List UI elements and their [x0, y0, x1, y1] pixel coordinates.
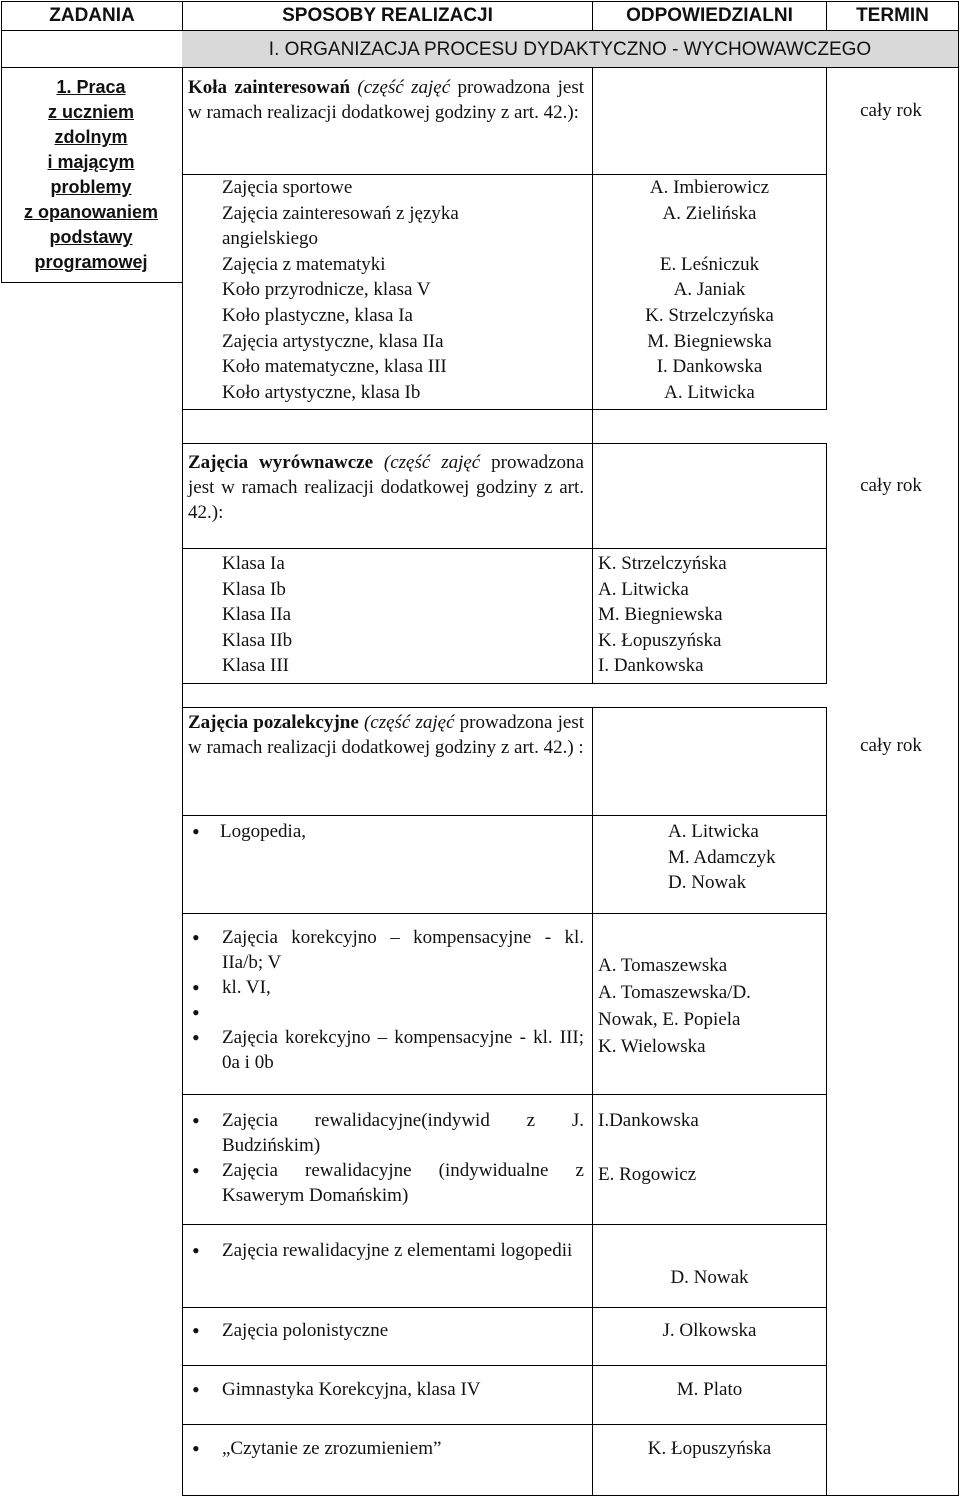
pozalekcyjne-title-bold: Zajęcia pozalekcyjne	[188, 712, 359, 733]
bullet-item: • Zajęcia korekcyjno – kompensacyjne - kl. III; 0a i 0b	[188, 1025, 584, 1075]
logopedii-cell	[188, 1238, 584, 1263]
task-line: z opanowaniem	[23, 202, 158, 222]
resp-item: A. Zielińska	[662, 202, 757, 224]
resp-item: K. Wielowska	[598, 1036, 706, 1057]
bullet-item: • kl. VI,	[188, 975, 584, 1000]
resp-item: M. Adamczyk	[668, 846, 776, 868]
bullet-item: • Logopedia,	[188, 819, 584, 844]
task-label	[6, 75, 176, 275]
list-item-part: Zajęcia zainteresowań z języka	[222, 202, 459, 224]
kola-title	[188, 75, 584, 125]
resp-item: A. Janiak	[673, 279, 746, 301]
pozalekcyjne-title-rest: prowadzona jest w ramach realizacji dodatkowej godziny z art. 42.) :	[188, 712, 584, 758]
header-zadania: ZADANIA	[49, 5, 135, 26]
list-item: Klasa IIa	[222, 604, 292, 626]
list-item: Zajęcia z matematyki	[222, 253, 386, 275]
resp-item: K. Strzelczyńska	[645, 304, 774, 326]
polonistyczne-resp: J. Olkowska	[662, 1320, 757, 1341]
pozalekcyjne-title-italic: (część zajęć	[363, 712, 455, 733]
resp-item: A. Tomaszewska/D.	[598, 982, 751, 1003]
pozalekcyjne-title	[188, 710, 584, 760]
bullet-item: • Zajęcia korekcyjno – kompensacyjne - kl. IIa/b; V	[188, 925, 584, 975]
rewalidacyjne-resp	[598, 1108, 824, 1187]
bullet-item: • Zajęcia rewalidacyjne z elementami logopedii	[188, 1238, 584, 1263]
resp-item: I. Dankowska	[598, 655, 704, 677]
czytanie-cell	[188, 1436, 584, 1461]
list-item: Klasa III	[222, 655, 289, 677]
wyrownawcze-title-rest: prowadzona jest w ramach realizacji dodatkowej godziny z art. 42.):	[188, 452, 584, 523]
resp-item: A. Imbierowicz	[649, 177, 770, 198]
list-item: Klasa Ia	[222, 553, 285, 574]
resp-item: M. Biegniewska	[647, 330, 772, 352]
wyrownawcze-list	[222, 551, 584, 679]
logopedii-resp: D. Nowak	[670, 1267, 749, 1288]
resp-item: D. Nowak	[668, 872, 747, 894]
rewalidacyjne-cell	[188, 1108, 584, 1208]
kola-title-italic: (część zajęć	[357, 77, 451, 98]
list-item: Klasa Ib	[222, 578, 286, 600]
gimnastyka-cell	[188, 1377, 584, 1402]
logopedia-resp	[668, 819, 824, 896]
wyrownawcze-title-italic: (część zajęć	[383, 452, 481, 473]
korekcyjne-resp	[598, 952, 824, 1060]
kola-title-rest: prowadzona jest w ramach realizacji dodatkowej godziny z art. 42.):	[188, 77, 584, 123]
header-sposoby: SPOSOBY REALIZACJI	[282, 5, 493, 26]
resp-item: I.Dankowska	[598, 1110, 699, 1131]
task-line: z uczniem	[47, 102, 135, 122]
resp-item: I. Dankowska	[656, 356, 763, 378]
list-item: Koło artystyczne, klasa Ib	[222, 381, 421, 403]
wyrownawcze-resp	[598, 551, 824, 679]
resp-item: M. Biegniewska	[598, 604, 723, 626]
bullet-item: • Gimnastyka Korekcyjna, klasa IV	[188, 1377, 584, 1402]
list-item: Zajęcia artystyczne, klasa IIa	[222, 330, 444, 352]
logopedia-cell	[188, 819, 584, 844]
bullet-item: • „Czytanie ze zrozumieniem”	[188, 1436, 584, 1461]
section-title: I. ORGANIZACJA PROCESU DYDAKTYCZNO - WYCHOWAWCZEGO	[182, 31, 958, 67]
wyrownawcze-title	[188, 450, 584, 525]
kola-term: cały rok	[860, 100, 922, 121]
resp-item: K. Strzelczyńska	[598, 553, 727, 574]
resp-item: A. Litwicka	[598, 578, 689, 600]
pozalekcyjne-term: cały rok	[860, 735, 922, 756]
task-line: i mającym	[47, 152, 135, 172]
resp-item: E. Rogowicz	[598, 1163, 697, 1185]
bullet-item	[188, 1000, 584, 1025]
list-item: Koło przyrodnicze, klasa V	[222, 279, 431, 301]
polonistyczne-cell	[188, 1318, 584, 1343]
korekcyjne-cell	[188, 925, 584, 1075]
list-item: angielskiego	[222, 228, 319, 250]
resp-item: E. Leśniczuk	[659, 253, 760, 275]
resp-item: K. Łopuszyńska	[598, 629, 722, 651]
czytanie-resp: K. Łopuszyńska	[647, 1438, 772, 1459]
bullet-item: • Zajęcia rewalidacyjne (indywidualne z Ksawerym Domańskim)	[188, 1158, 584, 1208]
list-item: Koło matematyczne, klasa III	[222, 356, 447, 378]
bullet-item: • Zajęcia polonistyczne	[188, 1318, 584, 1343]
wyrownawcze-title-bold: Zajęcia wyrównawcze	[188, 452, 373, 473]
header-odpowiedzialni: ODPOWIEDZIALNI	[626, 5, 793, 26]
list-item	[222, 201, 584, 227]
kola-title-bold: Koła zainteresowań	[188, 77, 351, 98]
task-line: 1. Praca	[56, 77, 126, 97]
bullet-item: • Zajęcia rewalidacyjne(indywid z J. Budzińskim)	[188, 1108, 584, 1158]
kola-list	[222, 175, 584, 405]
wyrownawcze-term: cały rok	[860, 475, 922, 496]
task-line: podstawy	[49, 227, 133, 247]
resp-item: Nowak, E. Popiela	[598, 1009, 741, 1030]
resp-item: A. Tomaszewska	[598, 955, 728, 976]
list-item: Zajęcia sportowe	[222, 177, 353, 198]
resp-item: A. Litwicka	[668, 821, 759, 842]
resp-item: A. Litwicka	[664, 381, 755, 403]
kola-resp	[593, 175, 826, 405]
header-termin: TERMIN	[856, 5, 929, 26]
task-line: problemy	[50, 177, 132, 197]
gimnastyka-resp: M. Plato	[676, 1379, 743, 1400]
list-item: Klasa IIb	[222, 629, 293, 651]
task-line: zdolnym	[54, 127, 128, 147]
task-line: programowej	[34, 252, 148, 272]
resp-item	[593, 226, 826, 252]
list-item: Koło plastyczne, klasa Ia	[222, 304, 413, 326]
